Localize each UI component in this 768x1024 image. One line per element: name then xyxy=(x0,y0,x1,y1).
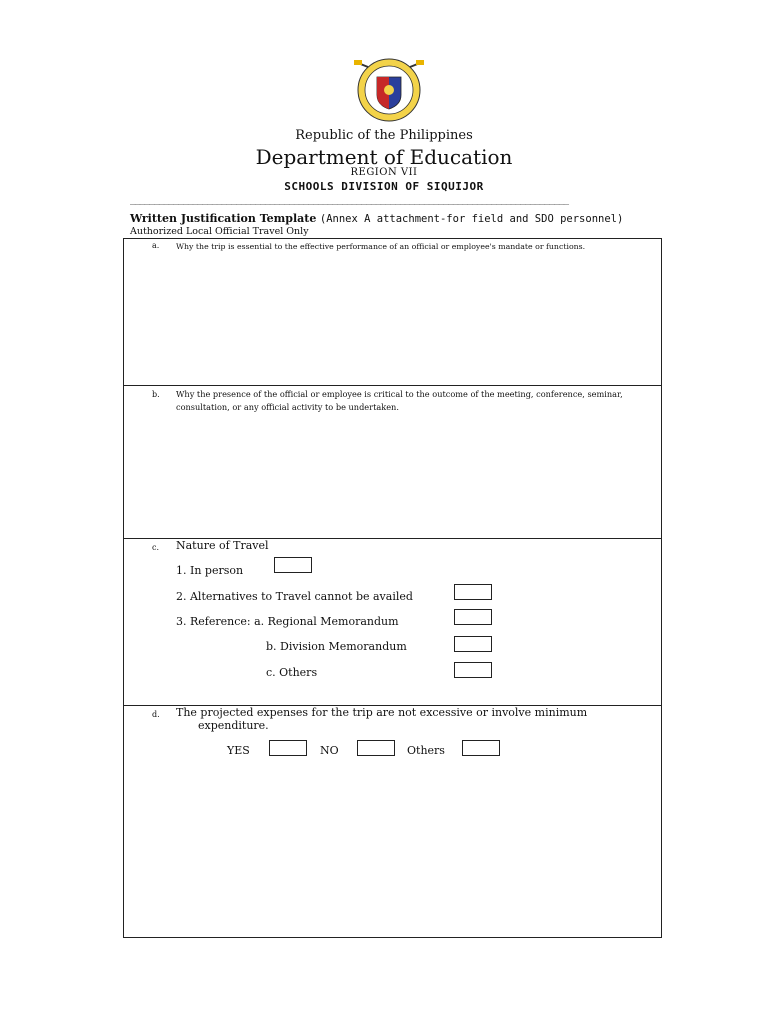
no-checkbox[interactable] xyxy=(357,740,395,756)
yes-label: YES xyxy=(227,744,250,757)
section-b-box[interactable] xyxy=(123,385,662,539)
section-d-question-line1: The projected expenses for the trip are not excessive or involve minimum xyxy=(176,706,588,719)
item-in-person: 1. In person xyxy=(176,564,244,577)
yes-checkbox[interactable] xyxy=(269,740,307,756)
division-memo-checkbox[interactable] xyxy=(454,636,492,652)
regional-memo-checkbox[interactable] xyxy=(454,609,492,625)
section-a-box[interactable] xyxy=(123,238,662,386)
others-label: Others xyxy=(407,744,445,757)
division-heading: SCHOOLS DIVISION OF SIQUIJOR xyxy=(284,180,484,193)
authorized-travel-note: Authorized Local Official Travel Only xyxy=(130,226,309,237)
republic-heading: Republic of the Philippines xyxy=(295,128,473,143)
template-title-line xyxy=(130,212,623,225)
template-subtitle: (Annex A attachment-for field and SDO personnel) xyxy=(319,213,624,225)
section-d-question-line2: expenditure. xyxy=(198,719,269,732)
no-label: NO xyxy=(320,744,339,757)
section-a-letter: a. xyxy=(152,241,160,250)
item-division-memo: b. Division Memorandum xyxy=(266,640,407,653)
nature-of-travel-title: Nature of Travel xyxy=(176,539,269,552)
deped-seal-icon xyxy=(346,57,432,123)
item-others: c. Others xyxy=(266,666,318,679)
in-person-checkbox[interactable] xyxy=(274,557,312,573)
section-b-question: Why the presence of the official or employee is critical to the outcome of the meeting, conference, seminar, consultation, or any official activity to be undertaken. xyxy=(176,389,623,412)
department-heading: Department of Education xyxy=(255,145,513,169)
section-d-letter: d. xyxy=(152,710,160,719)
template-title: Written Justification Template xyxy=(130,212,317,225)
divider-rule: ___________________________________________________________________________________________ xyxy=(130,196,569,206)
section-a-question: Why the trip is essential to the effective performance of an official or employee's mandate or functions. xyxy=(176,242,586,251)
item-regional-memo: 3. Reference: a. Regional Memorandum xyxy=(176,615,399,628)
alternatives-checkbox[interactable] xyxy=(454,584,492,600)
item-alternatives: 2. Alternatives to Travel cannot be availed xyxy=(176,590,413,603)
section-c-box xyxy=(123,538,662,706)
others-checkbox[interactable] xyxy=(454,662,492,678)
section-b-letter: b. xyxy=(152,390,160,399)
section-d-box xyxy=(123,705,662,938)
section-c-letter: c. xyxy=(152,543,160,552)
region-heading: REGION VII xyxy=(350,167,418,178)
others-expense-checkbox[interactable] xyxy=(462,740,500,756)
